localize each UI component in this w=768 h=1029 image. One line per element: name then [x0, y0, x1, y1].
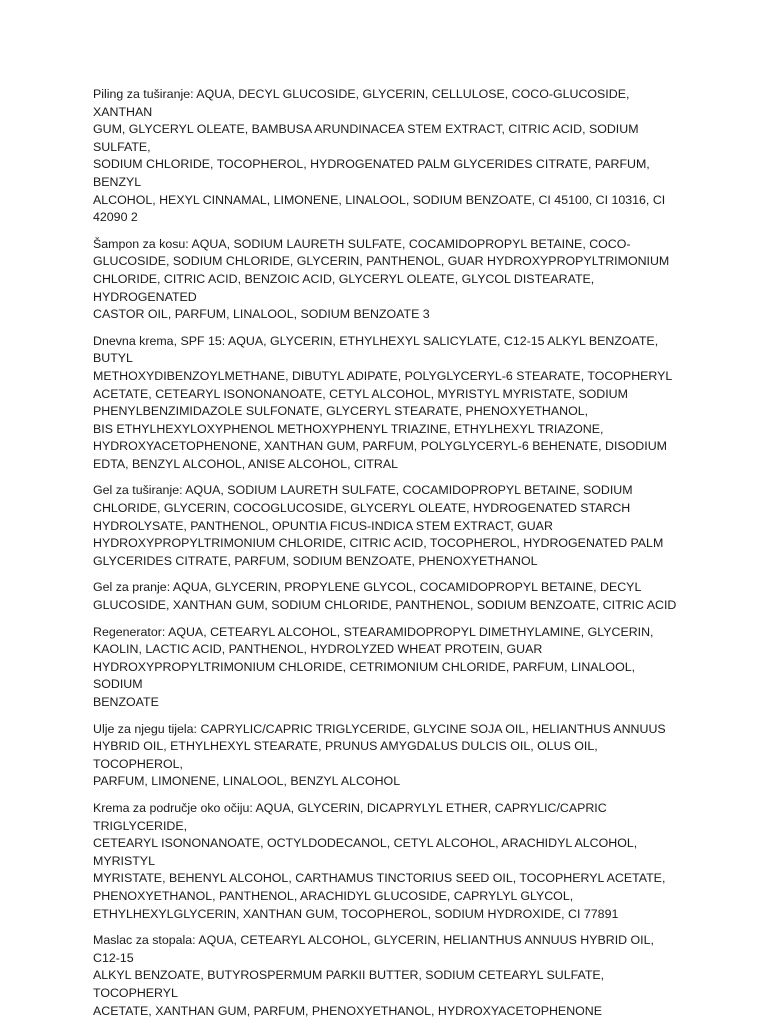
ingredient-paragraph-piling: Piling za tuširanje: AQUA, DECYL GLUCOSIDE, GLYCERIN, CELLULOSE, COCO-GLUCOSIDE, XANTHAN GUM, GLYCERYL OLEATE, BAMBUSA ARUNDINACEA STEM EXTRACT, CITRIC ACID, SODIUM SULFATE, SODIUM CHLORIDE, TOCOPHEROL, HYDROGENATED PALM GLYCERIDES CITRATE, PARFUM, BENZYL ALCOHOL, HEXYL CINNAMAL, LIMONENE, LINALOOL, SODIUM BENZOATE, CI 45100, CI 10316, CI 42090 2: [93, 87, 666, 225]
ingredient-paragraph-sampon: Šampon za kosu: AQUA, SODIUM LAURETH SULFATE, COCAMIDOPROPYL BETAINE, COCO- GLUCOSIDE, SODIUM CHLORIDE, GLYCERIN, PANTHENOL, GUAR HYDROXYPROPYLTRIMONIUM CHLORIDE, CITRIC ACID, BENZOIC ACID, GLYCERYL OLEATE, GLYCOL DISTEARATE, HYDROGENATED CASTOR OIL, PARFUM, LINALOOL, SODIUM BENZOATE 3: [93, 236, 670, 322]
ingredient-paragraph-maslac: Maslac za stopala: AQUA, CETEARYL ALCOHOL, GLYCERIN, HELIANTHUS ANNUUS HYBRID OIL, C12-15 ALKYL BENZOATE, BUTYROSPERMUM PARKII BUTTER, SODIUM CETEARYL SULFATE, TOCOPHERYL ACETATE, XANTHAN GUM, PARFUM, PHENOXYETHANOL, HYDROXYACETOPHENONE: [93, 933, 654, 1018]
ingredient-paragraph-ulje: Ulje za njegu tijela: CAPRYLIC/CAPRIC TRIGLYCERIDE, GLYCINE SOJA OIL, HELIANTHUS ANNUUS HYBRID OIL, ETHYLHEXYL STEARATE, PRUNUS AMYGDALUS DULCIS OIL, OLUS OIL, TOCOPHEROL, PARFUM, LIMONENE, LINALOOL, BENZYL ALCOHOL: [93, 721, 666, 789]
ingredient-paragraph-dnevna-krema: Dnevna krema, SPF 15: AQUA, GLYCERIN, ETHYLHEXYL SALICYLATE, C12-15 ALKYL BENZOATE, BUTYL METHOXYDIBENZOYLMETHANE, DIBUTYL ADIPATE, POLYGLYCERYL-6 STEARATE, TOCOPHERYL ACETATE, CETEARYL ISONONANOATE, CETYL ALCOHOL, MYRISTYL MYRISTATE, SODIUM PHENYLBENZIMIDAZOLE SULFONATE, GLYCERYL STEARATE, PHENOXYETHANOL, BIS ETHYLHEXYLOXYPHENOL METHOXYPHENYL TRIAZINE, ETHYLHEXYL TRIAZONE, HYDROXYACETOPHENONE, XANTHAN GUM, PARFUM, POLYGLYCERYL-6 BEHENATE, DISODIUM EDTA, BENZYL ALCOHOL, ANISE ALCOHOL, CITRAL: [93, 333, 673, 471]
ingredient-paragraph-regenerator: Regenerator: AQUA, CETEARYL ALCOHOL, STEARAMIDOPROPYL DIMETHYLAMINE, GLYCERIN, KAOLIN, LACTIC ACID, PANTHENOL, HYDROLYZED WHEAT PROTEIN, GUAR HYDROXYPROPYLTRIMONIUM CHLORIDE, CETRIMONIUM CHLORIDE, PARFUM, LINALOOL, SODIUM BENZOATE: [93, 624, 654, 709]
document-page: [93, 86, 683, 1029]
ingredient-paragraph-gel-pranje: Gel za pranje: AQUA, GLYCERIN, PROPYLENE GLYCOL, COCAMIDOPROPYL BETAINE, DECYL GLUCOSIDE, XANTHAN GUM, SODIUM CHLORIDE, PANTHENOL, SODIUM BENZOATE, CITRIC ACID: [93, 580, 677, 613]
ingredient-paragraph-krema-oci: Krema za područje oko očiju: AQUA, GLYCERIN, DICAPRYLYL ETHER, CAPRYLIC/CAPRIC TRIGLYCERIDE, CETEARYL ISONONANOATE, OCTYLDODECANOL, CETYL ALCOHOL, ARACHIDYL ALCOHOL, MYRISTYL MYRISTATE, BEHENYL ALCOHOL, CARTHAMUS TINCTORIUS SEED OIL, TOCOPHERYL ACETATE, PHENOXYETHANOL, PANTHENOL, ARACHIDYL GLUCOSIDE, CAPRYLYL GLYCOL, ETHYLHEXYLGLYCERIN, XANTHAN GUM, TOCOPHEROL, SODIUM HYDROXIDE, CI 77891: [93, 800, 666, 921]
ingredient-paragraph-gel-tusiranje: Gel za tuširanje: AQUA, SODIUM LAURETH SULFATE, COCAMIDOPROPYL BETAINE, SODIUM CHLORIDE, GLYCERIN, COCOGLUCOSIDE, GLYCERYL OLEATE, HYDROGENATED STARCH HYDROLYSATE, PANTHENOL, OPUNTIA FICUS-INDICA STEM EXTRACT, GUAR HYDROXYPROPYLTRIMONIUM CHLORIDE, CITRIC ACID, TOCOPHEROL, HYDROGENATED PALM GLYCERIDES CITRATE, PARFUM, SODIUM BENZOATE, PHENOXYETHANOL: [93, 483, 664, 568]
